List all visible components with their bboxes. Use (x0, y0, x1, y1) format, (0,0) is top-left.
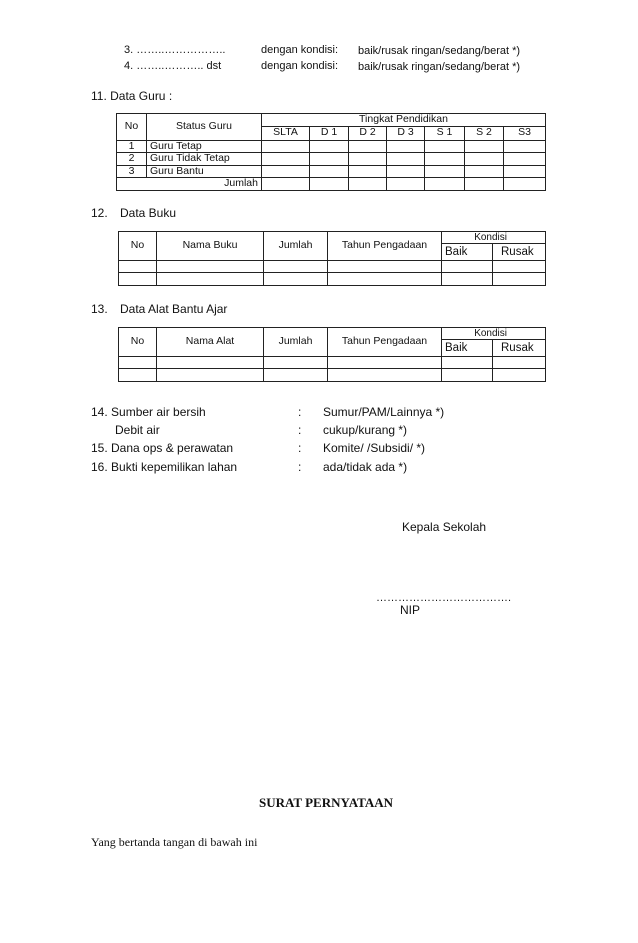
table-row (119, 369, 546, 382)
col-baik: Baik (442, 244, 493, 261)
col-jumlah: Jumlah (264, 232, 328, 261)
level-header: D 2 (349, 126, 387, 140)
list-item-4: 4. ……..……….. dst (124, 60, 222, 72)
info-colon: : (298, 460, 302, 474)
row-status: Guru Bantu (147, 165, 262, 178)
level-header: D 1 (310, 126, 349, 140)
col-kondisi: Kondisi (442, 328, 546, 340)
row-no: 1 (117, 140, 147, 153)
table-row (119, 273, 546, 286)
table-row (119, 261, 546, 273)
col-tahun: Tahun Pengadaan (328, 232, 442, 261)
col-baik: Baik (442, 340, 493, 357)
signature-title: Kepala Sekolah (402, 520, 487, 534)
info-colon: : (298, 441, 302, 455)
nip-label: NIP (400, 603, 421, 617)
condition-label: dengan kondisi: (261, 60, 339, 72)
teacher-table (116, 113, 546, 191)
table-row (117, 140, 546, 153)
info-value: cukup/kurang *) (323, 423, 408, 437)
level-header: SLTA (262, 126, 310, 140)
total-row (117, 178, 546, 191)
col-kondisi: Kondisi (442, 232, 546, 244)
book-table (118, 231, 546, 286)
level-header: S3 (504, 126, 546, 140)
condition-label: dengan kondisi: (261, 44, 339, 56)
table-row (119, 357, 546, 369)
section-13-number: 13. (91, 302, 108, 316)
info-label: 16. Bukti kepemilikan lahan (91, 460, 238, 474)
signature-dots: ………………………………. (376, 592, 512, 604)
col-name: Nama Buku (157, 232, 264, 261)
table-row (117, 165, 546, 178)
condition-value: baik/rusak ringan/sedang/berat *) (358, 61, 521, 73)
condition-value: baik/rusak ringan/sedang/berat *) (358, 45, 521, 57)
info-colon: : (298, 423, 302, 437)
statement-title: SURAT PERNYATAAN (259, 795, 393, 810)
total-label: Jumlah (117, 178, 262, 191)
row-no: 3 (117, 165, 147, 178)
info-colon: : (298, 405, 302, 419)
level-header: D 3 (387, 126, 425, 140)
info-value: ada/tidak ada *) (323, 460, 408, 474)
info-label: Debit air (115, 423, 160, 437)
section-12-number: 12. (91, 206, 108, 220)
table-row (117, 153, 546, 166)
list-item-3: 3. ……..…………….. (124, 44, 226, 56)
col-rusak: Rusak (493, 244, 546, 261)
section-11-heading: 11. Data Guru : (91, 89, 173, 103)
info-value: Komite/ /Subsidi/ *) (323, 441, 426, 455)
level-header: S 1 (425, 126, 465, 140)
info-value: Sumur/PAM/Lainnya *) (323, 405, 445, 419)
info-label: 15. Dana ops & perawatan (91, 441, 234, 455)
section-13-title: Data Alat Bantu Ajar (120, 302, 228, 316)
col-tingkat-pendidikan: Tingkat Pendidikan (262, 114, 546, 127)
col-no: No (117, 114, 147, 141)
statement-intro: Yang bertanda tangan di bawah ini (91, 835, 258, 849)
row-status: Guru Tidak Tetap (147, 153, 262, 166)
col-status: Status Guru (147, 114, 262, 141)
col-rusak: Rusak (493, 340, 546, 357)
col-jumlah: Jumlah (264, 328, 328, 357)
row-no: 2 (117, 153, 147, 166)
col-tahun: Tahun Pengadaan (328, 328, 442, 357)
section-12-title: Data Buku (120, 206, 177, 220)
level-header: S 2 (465, 126, 504, 140)
col-name: Nama Alat (157, 328, 264, 357)
info-label: 14. Sumber air bersih (91, 405, 206, 419)
col-no: No (119, 232, 157, 261)
col-no: No (119, 328, 157, 357)
equipment-table (118, 327, 546, 382)
row-status: Guru Tetap (147, 140, 262, 153)
